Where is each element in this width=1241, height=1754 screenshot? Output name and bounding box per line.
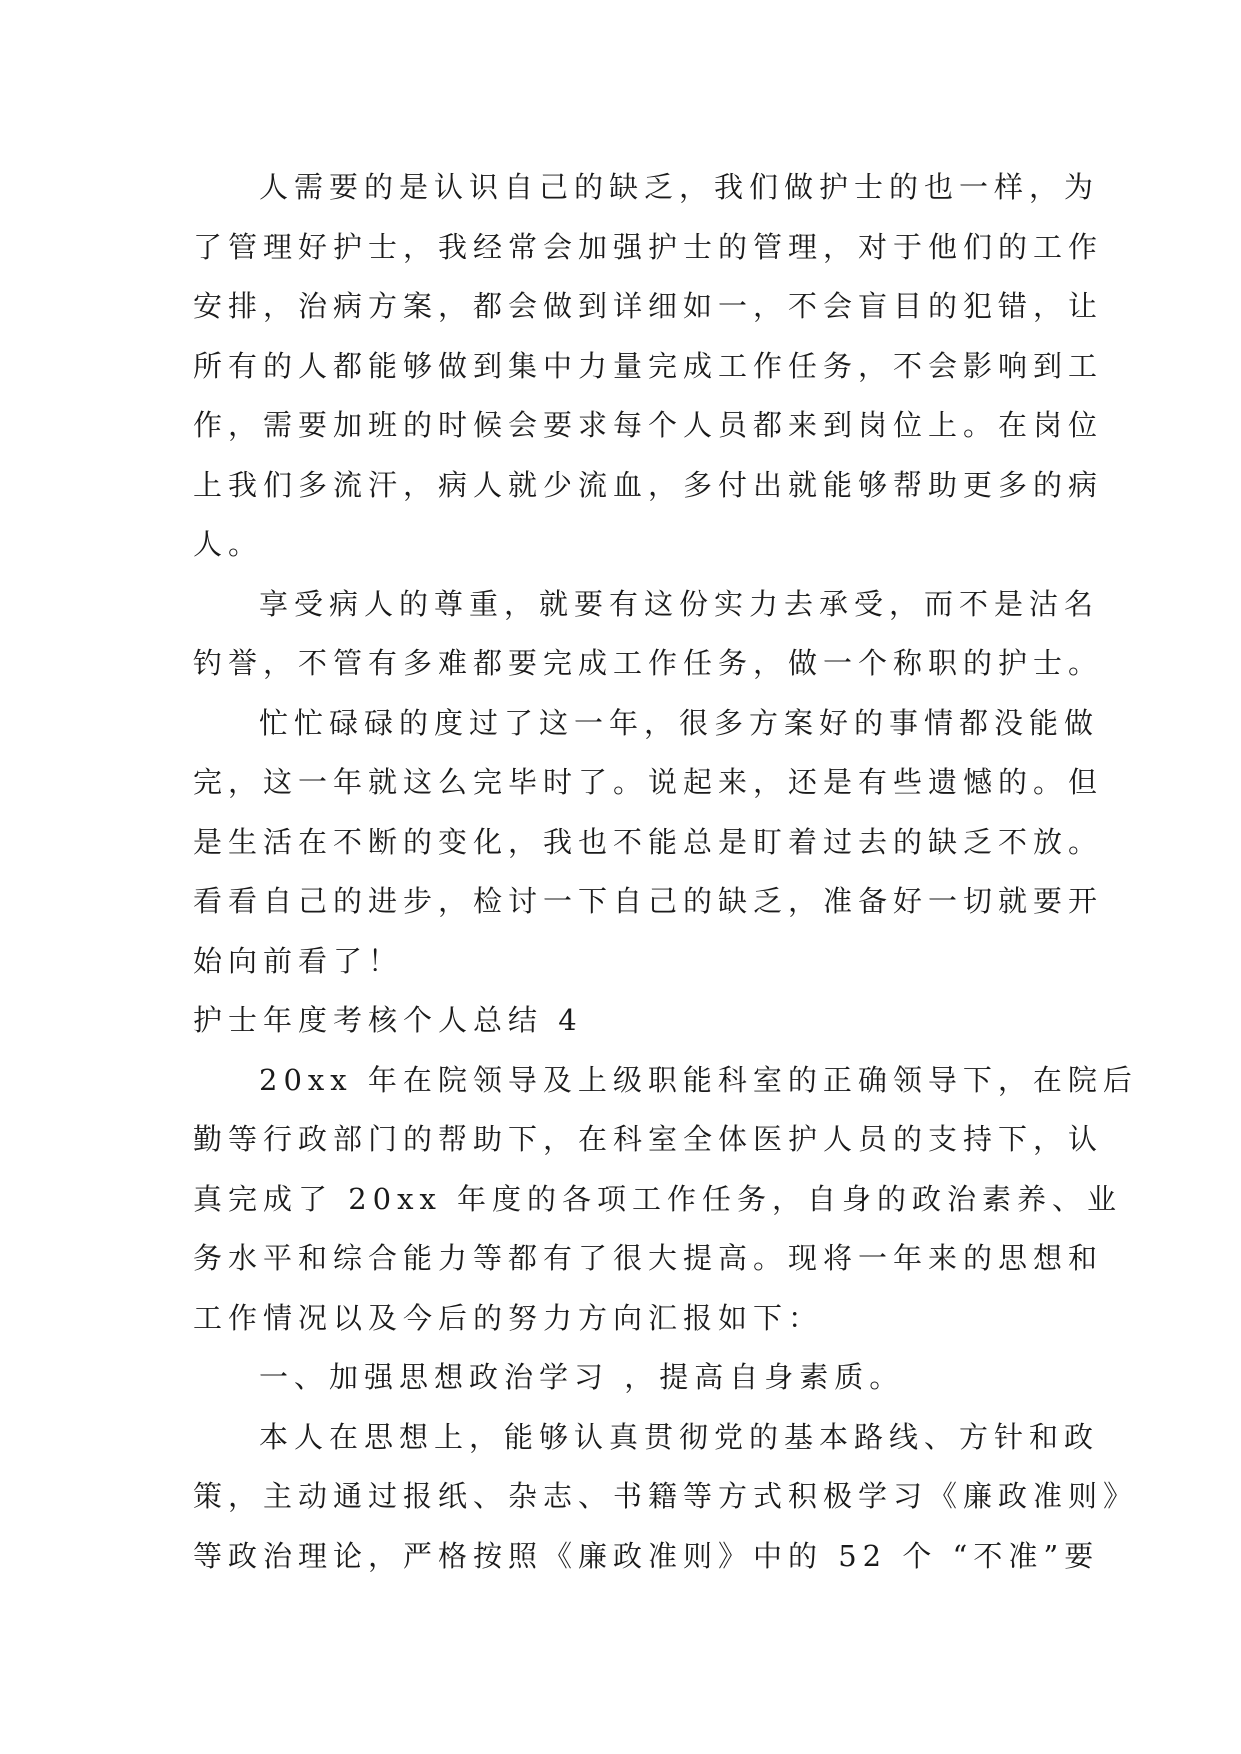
text-line: 看看自己的进步，检讨一下自己的缺乏，准备好一切就要开: [193, 884, 1104, 918]
text-line: 20xx 年在院领导及上级职能科室的正确领导下，在院后: [259, 1062, 1138, 1097]
text-line: 享受病人的尊重，就要有这份实力去承受，而不是沽名: [259, 586, 1100, 621]
paragraph: [193, 1408, 1139, 1587]
text-line: 本人在思想上，能够认真贯彻党的基本路线、方针和政: [259, 1419, 1100, 1454]
text-line: 完，这一年就这么完毕时了。说起来，还是有些遗憾的。但: [193, 765, 1104, 799]
text-line: 了管理好护士，我经常会加强护士的管理，对于他们的工作: [193, 229, 1104, 264]
heading-text: 护士年度考核个人总结 4: [193, 1003, 583, 1037]
text-line: 钓誉，不管有多难都要完成工作任务，做一个称职的护士。: [193, 646, 1104, 680]
document-body: [193, 158, 1139, 1586]
text-line: 真完成了 20xx 年度的各项工作任务，自身的政治素养、业: [193, 1181, 1123, 1216]
text-line: 务水平和综合能力等都有了很大提高。现将一年来的思想和: [193, 1241, 1104, 1275]
text-line: 一、加强思想政治学习 ，提高自身素质。: [259, 1360, 905, 1394]
text-line: 是生活在不断的变化，我也不能总是盯着过去的缺乏不放。: [193, 824, 1104, 859]
text-line: 忙忙碌碌的度过了这一年，很多方案好的事情都没能做: [259, 705, 1100, 740]
paragraph: [193, 575, 1104, 694]
text-line: 所有的人都能够做到集中力量完成工作任务，不会影响到工: [193, 348, 1104, 383]
text-line: 始向前看了！: [193, 943, 404, 978]
text-line: 勤等行政部门的帮助下，在科室全体医护人员的支持下，认: [193, 1122, 1104, 1156]
text-line: 等政治理论，严格按照《廉政准则》中的 52 个 “不准”要: [193, 1538, 1100, 1573]
paragraph: [193, 158, 1104, 575]
text-line: 作，需要加班的时候会要求每个人员都来到岗位上。在岗位: [193, 408, 1104, 442]
paragraph: [193, 1051, 1138, 1349]
paragraph: [193, 1348, 1073, 1408]
text-line: 人需要的是认识自己的缺乏，我们做护士的也一样，为: [259, 170, 1100, 204]
text-line: 安排，治病方案，都会做到详细如一，不会盲目的犯错，让: [193, 289, 1104, 323]
paragraph: [193, 694, 1104, 992]
text-line: 工作情况以及今后的努力方向汇报如下：: [193, 1300, 824, 1335]
text-line: 策，主动通过报纸、杂志、书籍等方式积极学习《廉政准则》: [193, 1479, 1139, 1513]
text-line: 人。: [193, 527, 264, 561]
section-heading: [193, 991, 1073, 1051]
text-line: 上我们多流汗，病人就少流血，多付出就能够帮助更多的病: [193, 467, 1104, 502]
